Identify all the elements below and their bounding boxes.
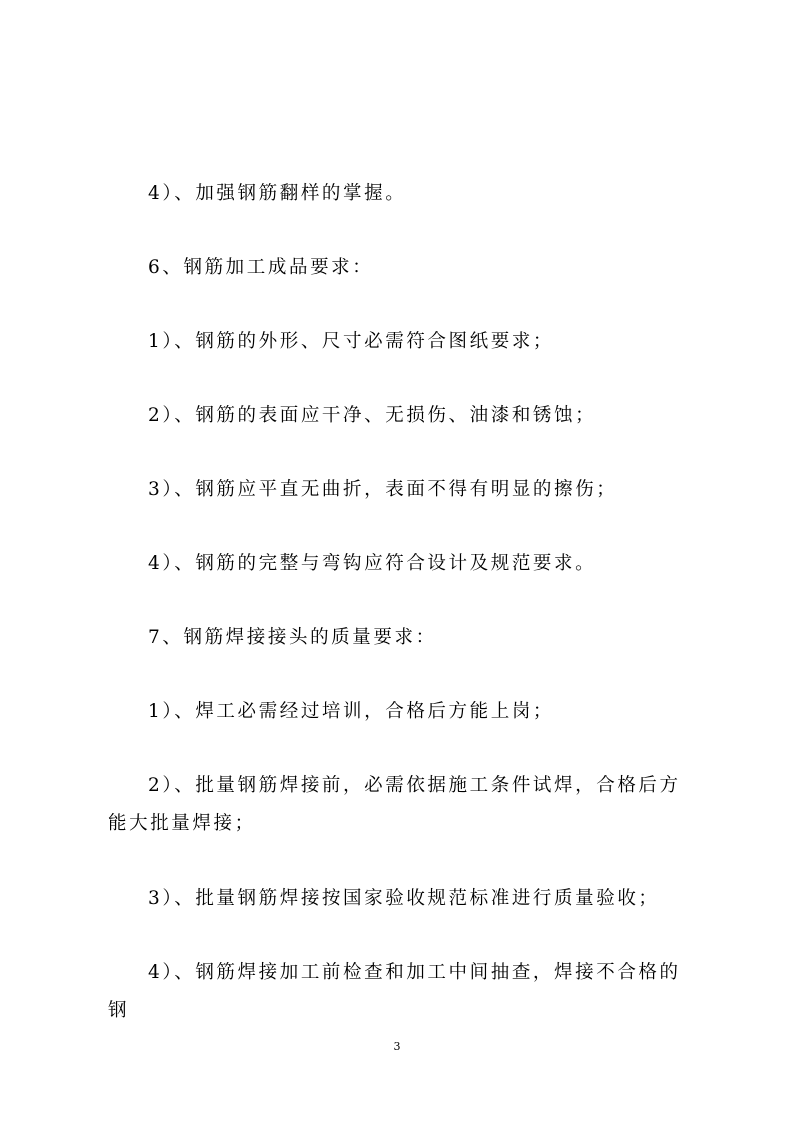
paragraph-8: 1）、焊工必需经过培训，合格后方能上岗； (148, 701, 555, 722)
paragraph-7: 7、钢筋焊接接头的质量要求： (148, 627, 437, 648)
paragraph-10: 3）、批量钢筋焊接按国家验收规范标准进行质量验收； (148, 888, 660, 909)
paragraph-3: 1）、钢筋的外形、尺寸必需符合图纸要求； (148, 331, 555, 352)
paragraph-4: 2）、钢筋的表面应干净、无损伤、油漆和锈蚀； (148, 405, 597, 426)
paragraph-1: 4）、加强钢筋翻样的掌握。 (148, 183, 407, 204)
paragraph-2: 6、钢筋加工成品要求： (148, 257, 374, 278)
paragraph-11: 4）、钢筋焊接加工前检查和加工中间抽查，焊接不合格的钢 (108, 962, 681, 1021)
paragraph-9: 2）、批量钢筋焊接前，必需依据施工条件试焊，合格后方能大批量焊接； (108, 775, 681, 834)
page-number: 3 (393, 1040, 401, 1053)
paragraph-5: 3）、钢筋应平直无曲折，表面不得有明显的擦伤； (148, 479, 618, 500)
paragraph-6: 4）、钢筋的完整与弯钩应符合设计及规范要求。 (148, 553, 597, 574)
